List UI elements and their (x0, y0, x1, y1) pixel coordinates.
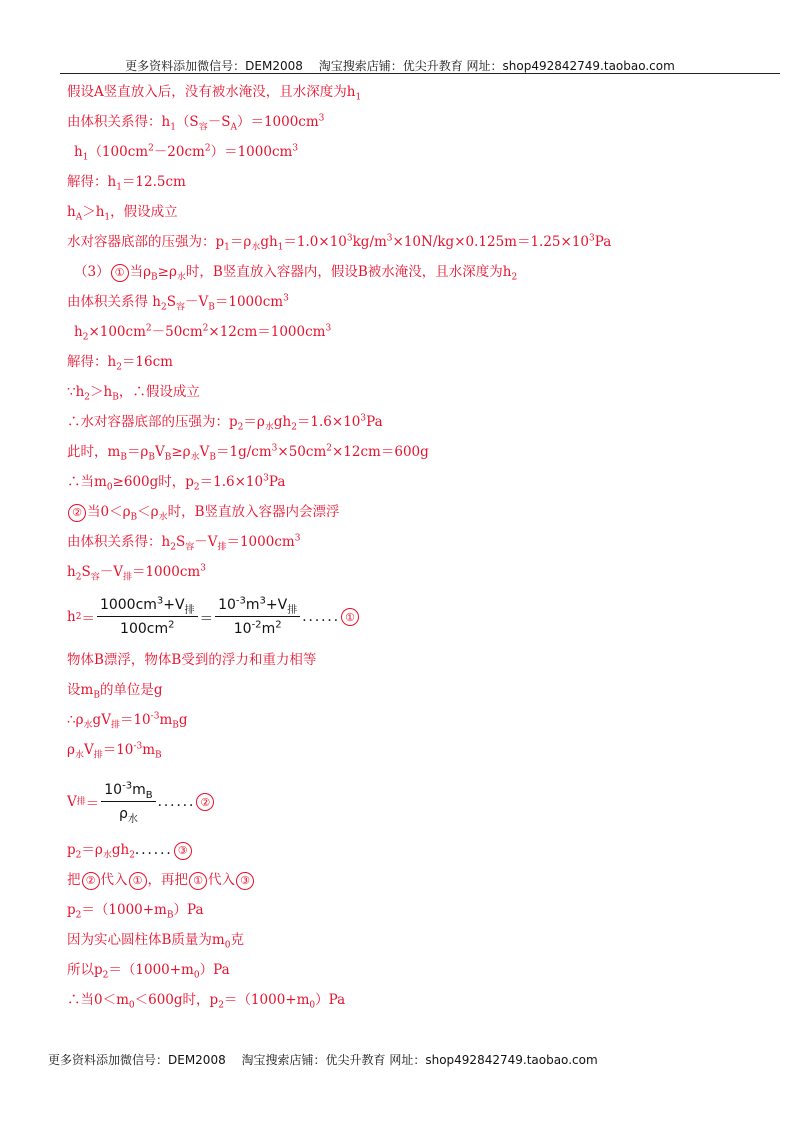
line-9: $h_2\times 100cm^2-50cm^2\times 12cm=1000cm^3$ (74, 323, 332, 343)
line-2: 由体积关系得：$h_1(S_容-S_A)=1000cm^3$ (67, 113, 325, 133)
line-8: 由体积关系得 $h_2S_容-V_B=1000cm^3$ (67, 293, 289, 313)
line-15: ② 当$0<\rho_B<\rho_水$时，B竖直放入容器内会漂浮 (67, 497, 787, 527)
line-14: ∴当$m_0\ge 600g$时，$p_2=1.6\times 10^3Pa$ (67, 473, 286, 493)
formula-h2: h 2 ＝ $\frac{1000cm^3+V_排}{100cm^2}$ ＝ $\frac{10^{-3}m^3+V_排}{10^{-2}m^2}$ ...... ① (67, 589, 787, 645)
circled-two-symbol: ② (68, 504, 86, 522)
line-19: 设$m_B$的单位是g (67, 682, 163, 701)
line-25: 因为实心圆柱体B质量为$m_0$克 (67, 932, 244, 951)
solution-body (67, 77, 787, 1015)
line-17: $h_2S_容-V_排=1000cm^3$ (67, 563, 206, 583)
line-24: $p_2=(1000+m_B)Pa$ (67, 902, 204, 921)
circled-one-symbol: ① (111, 264, 129, 282)
circled-three-symbol: ③ (174, 842, 192, 860)
circled-one-symbol: ① (341, 608, 359, 626)
circled-two-symbol: ② (196, 793, 214, 811)
circled-three-symbol: ③ (236, 872, 254, 890)
line-27: ∴当$0<m_0<600g$时，$p_2=(1000+m_0)Pa$ (67, 992, 346, 1011)
line-20: $\therefore\rho_水gV_排=10^{-3}m_Bg$ (67, 711, 188, 731)
page-footer: 更多资料添加微信号：DEM2008 淘宝搜索店铺：优尖升教育 网址：shop492842749.taobao.com (48, 1053, 598, 1067)
fraction-2: $\frac{10^{-3}m_B}{\rho_水}$ (101, 782, 155, 822)
fraction-1b: $\frac{10^{-3}m^3+V_排}{10^{-2}m^2}$ (215, 597, 300, 637)
line-3: $h_1(100cm^2-20cm^2)=1000cm^3$ (74, 143, 299, 163)
line-13: 此时，$m_B=\rho_BV_B\ge\rho_水V_B=1g/cm^3\times 50cm^2\times 12cm=600g$ (67, 443, 429, 463)
line-1: 假设A竖直放入后，没有被水淹没，且水深度为$h_1$ (67, 84, 362, 103)
line-4: 解得：$h_1=12.5cm$ (67, 174, 186, 193)
line-12: ∴水对容器底部的压强为：$p_2=\rho_水gh_2=1.6\times 10^3Pa$ (67, 413, 383, 433)
line-21: $\rho_水V_排=10^{-3}m_B$ (67, 741, 162, 761)
line-22: $p_2=\rho_水gh_2$...... ③ (67, 835, 787, 865)
line-5: $h_A>h_1$，假设成立 (67, 204, 178, 223)
page-header: 更多资料添加微信号：DEM2008 淘宝搜索店铺：优尖升教育 网址：shop492842749.taobao.com (125, 59, 675, 73)
header-rule (60, 73, 780, 74)
formula-v-pai: V 排 ＝ $\frac{10^{-3}m_B}{\rho_水}$ ...... ② (67, 769, 787, 835)
circled-two-symbol: ② (82, 872, 100, 890)
fraction-1a: $\frac{1000cm^3+V_排}{100cm^2}$ (97, 597, 198, 637)
line-6: 水对容器底部的压强为：$p_1=\rho_水gh_1=1.0\times 10^3kg/m^3\times 10N/kg\times 0.125m=1.25\times 10^3Pa$ (67, 233, 612, 253)
circled-one-symbol: ① (189, 872, 207, 890)
line-10: 解得：$h_2=16cm$ (67, 354, 173, 373)
line-7: （3） ① 当$\rho_B\ge\rho_水$时，B竖直放入容器内，假设B被水淹没，且水深度为$h_2$ (74, 264, 518, 283)
circled-one-symbol: ① (129, 872, 147, 890)
line-11: $\because h_2>h_B$，∴假设成立 (67, 384, 200, 403)
line-23: 把 ② 代入 ① ，再把 ① 代入 ③ (67, 865, 787, 895)
line-16: 由体积关系得：$h_2S_容-V_排=1000cm^3$ (67, 533, 301, 553)
line-18: 物体B漂浮，物体B受到的浮力和重力相等 (67, 652, 317, 668)
line-26: 所以$p_2=(1000+m_0)Pa$ (67, 962, 230, 981)
